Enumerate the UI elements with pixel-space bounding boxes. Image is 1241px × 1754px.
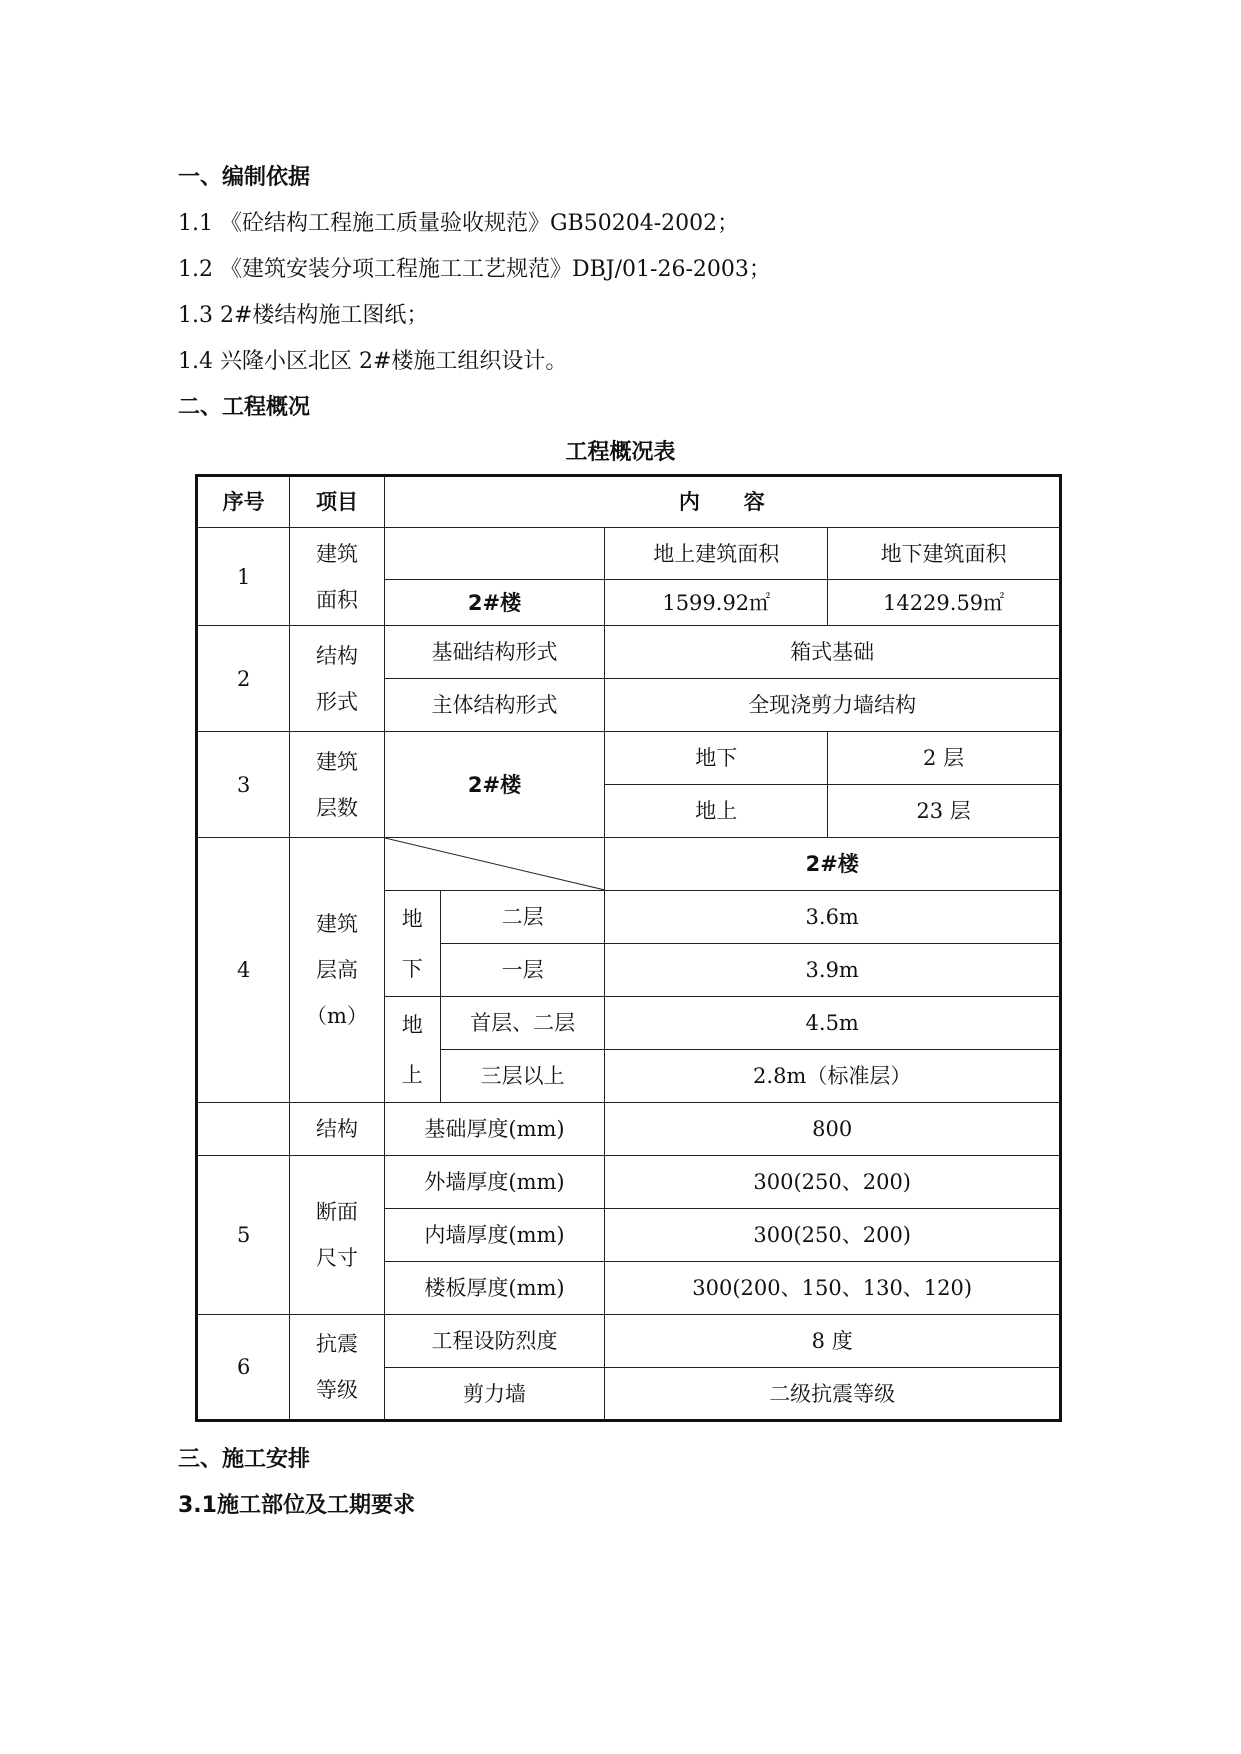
row-4-above-group-char-2: 上 — [401, 1062, 423, 1087]
row-4-above-group — [384, 997, 440, 1103]
row-4-floor-value: 2.8m（标准层） — [605, 1050, 1061, 1103]
row-1-building: 2#楼 — [384, 580, 605, 626]
section-2-title: 二、工程概况 — [178, 395, 311, 420]
header-no: 序号 — [197, 476, 290, 528]
row-6-value: 二级抗震等级 — [605, 1368, 1061, 1421]
row-5-label: 基础厚度(mm) — [384, 1103, 605, 1156]
basis-item-1: 1.1 《砼结构工程施工质量验收规范》GB50204-2002； — [178, 211, 740, 236]
table-row — [197, 528, 1061, 580]
row-3-item-line-1: 建筑 — [315, 749, 358, 774]
row-4-no: 4 — [197, 838, 290, 1103]
row-3-item-line-2: 层数 — [315, 795, 358, 820]
row-6-no: 6 — [197, 1315, 290, 1421]
row-1-blank — [384, 528, 605, 580]
row-2-foundation-label: 基础结构形式 — [384, 626, 605, 679]
table-row — [197, 626, 1061, 679]
row-6-item-line-1: 抗震 — [315, 1332, 358, 1356]
row-5-item-line-1: 断面 — [315, 1200, 358, 1224]
row-4-floor-value: 3.6m — [605, 891, 1061, 944]
diagonal-line — [385, 838, 605, 890]
row-5-value: 300(250、200) — [605, 1209, 1061, 1262]
header-item: 项目 — [290, 476, 384, 528]
row-3-item — [290, 732, 384, 838]
basis-item-2: 1.2 《建筑安装分项工程施工工艺规范》DBJ/01-26-2003； — [178, 257, 771, 282]
section-1-title: 一、编制依据 — [178, 165, 311, 190]
row-4-item-line-2: 层高 — [315, 958, 358, 982]
table-row — [197, 1103, 1061, 1156]
basis-item-4: 1.4 兴隆小区北区 2#楼施工组织设计。 — [178, 349, 568, 374]
row-4-floor-label: 二层 — [440, 891, 605, 944]
row-4-floor-label: 首层、二层 — [440, 997, 605, 1050]
row-3-below-label: 地下 — [605, 732, 828, 785]
row-4-item-line-1: 建筑 — [315, 912, 358, 936]
row-4-item-line-3: （m） — [306, 1004, 368, 1028]
row-4-floor-value: 4.5m — [605, 997, 1061, 1050]
row-3-building: 2#楼 — [384, 732, 605, 838]
row-1-above-value: 1599.92㎡ — [605, 580, 828, 626]
project-overview-table — [195, 474, 1062, 1422]
row-1-no: 1 — [197, 528, 290, 626]
row-2-item-line-1: 结构 — [315, 643, 358, 668]
table-row — [197, 732, 1061, 785]
row-4-item — [290, 838, 384, 1103]
table-row — [197, 1156, 1061, 1209]
row-5-value: 300(200、150、130、120) — [605, 1262, 1061, 1315]
row-2-item-line-2: 形式 — [315, 689, 358, 714]
row-5-label: 内墙厚度(mm) — [384, 1209, 605, 1262]
row-2-main-label: 主体结构形式 — [384, 679, 605, 732]
row-2-main-value: 全现浇剪力墙结构 — [605, 679, 1061, 732]
row-3-above-label: 地上 — [605, 785, 828, 838]
row-3-no: 3 — [197, 732, 290, 838]
table-caption: 工程概况表 — [565, 440, 676, 465]
row-5-top-item: 结构 — [290, 1103, 384, 1156]
row-1-item-line-2: 面积 — [315, 587, 358, 612]
row-1-below-label: 地下建筑面积 — [828, 528, 1061, 580]
row-1-below-value: 14229.59㎡ — [828, 580, 1061, 626]
row-5-top-blank — [197, 1103, 290, 1156]
table-row — [197, 838, 1061, 891]
row-5-no: 5 — [197, 1156, 290, 1315]
section-3-1-title: 3.1施工部位及工期要求 — [178, 1493, 415, 1518]
row-2-no: 2 — [197, 626, 290, 732]
row-4-below-group-char-2: 下 — [401, 956, 423, 981]
row-1-above-label: 地上建筑面积 — [605, 528, 828, 580]
basis-item-3: 1.3 2#楼结构施工图纸； — [178, 303, 429, 328]
row-6-value: 8 度 — [605, 1315, 1061, 1368]
row-4-diagonal-cell — [384, 838, 605, 891]
row-1-item — [290, 528, 384, 626]
row-3-above-value: 23 层 — [828, 785, 1061, 838]
row-4-floor-label: 三层以上 — [440, 1050, 605, 1103]
row-5-item — [290, 1156, 384, 1315]
row-4-building: 2#楼 — [605, 838, 1061, 891]
header-content: 内 容 — [384, 476, 1060, 528]
row-5-value: 300(250、200) — [605, 1156, 1061, 1209]
row-4-above-group-char-1: 地 — [401, 1012, 423, 1037]
table-row — [197, 1315, 1061, 1368]
row-6-label: 工程设防烈度 — [384, 1315, 605, 1368]
row-2-foundation-value: 箱式基础 — [605, 626, 1061, 679]
row-3-below-value: 2 层 — [828, 732, 1061, 785]
row-5-label: 外墙厚度(mm) — [384, 1156, 605, 1209]
row-2-item — [290, 626, 384, 732]
section-3-title: 三、施工安排 — [178, 1447, 311, 1472]
row-6-label: 剪力墙 — [384, 1368, 605, 1421]
row-6-item — [290, 1315, 384, 1421]
row-5-value: 800 — [605, 1103, 1061, 1156]
row-4-below-group-char-1: 地 — [401, 906, 423, 931]
row-4-floor-value: 3.9m — [605, 944, 1061, 997]
row-5-item-line-2: 尺寸 — [315, 1246, 358, 1270]
table-header-row — [197, 476, 1061, 528]
row-4-floor-label: 一层 — [440, 944, 605, 997]
row-5-label: 楼板厚度(mm) — [384, 1262, 605, 1315]
row-6-item-line-2: 等级 — [315, 1378, 358, 1402]
row-4-below-group — [384, 891, 440, 997]
row-1-item-line-1: 建筑 — [315, 541, 358, 566]
